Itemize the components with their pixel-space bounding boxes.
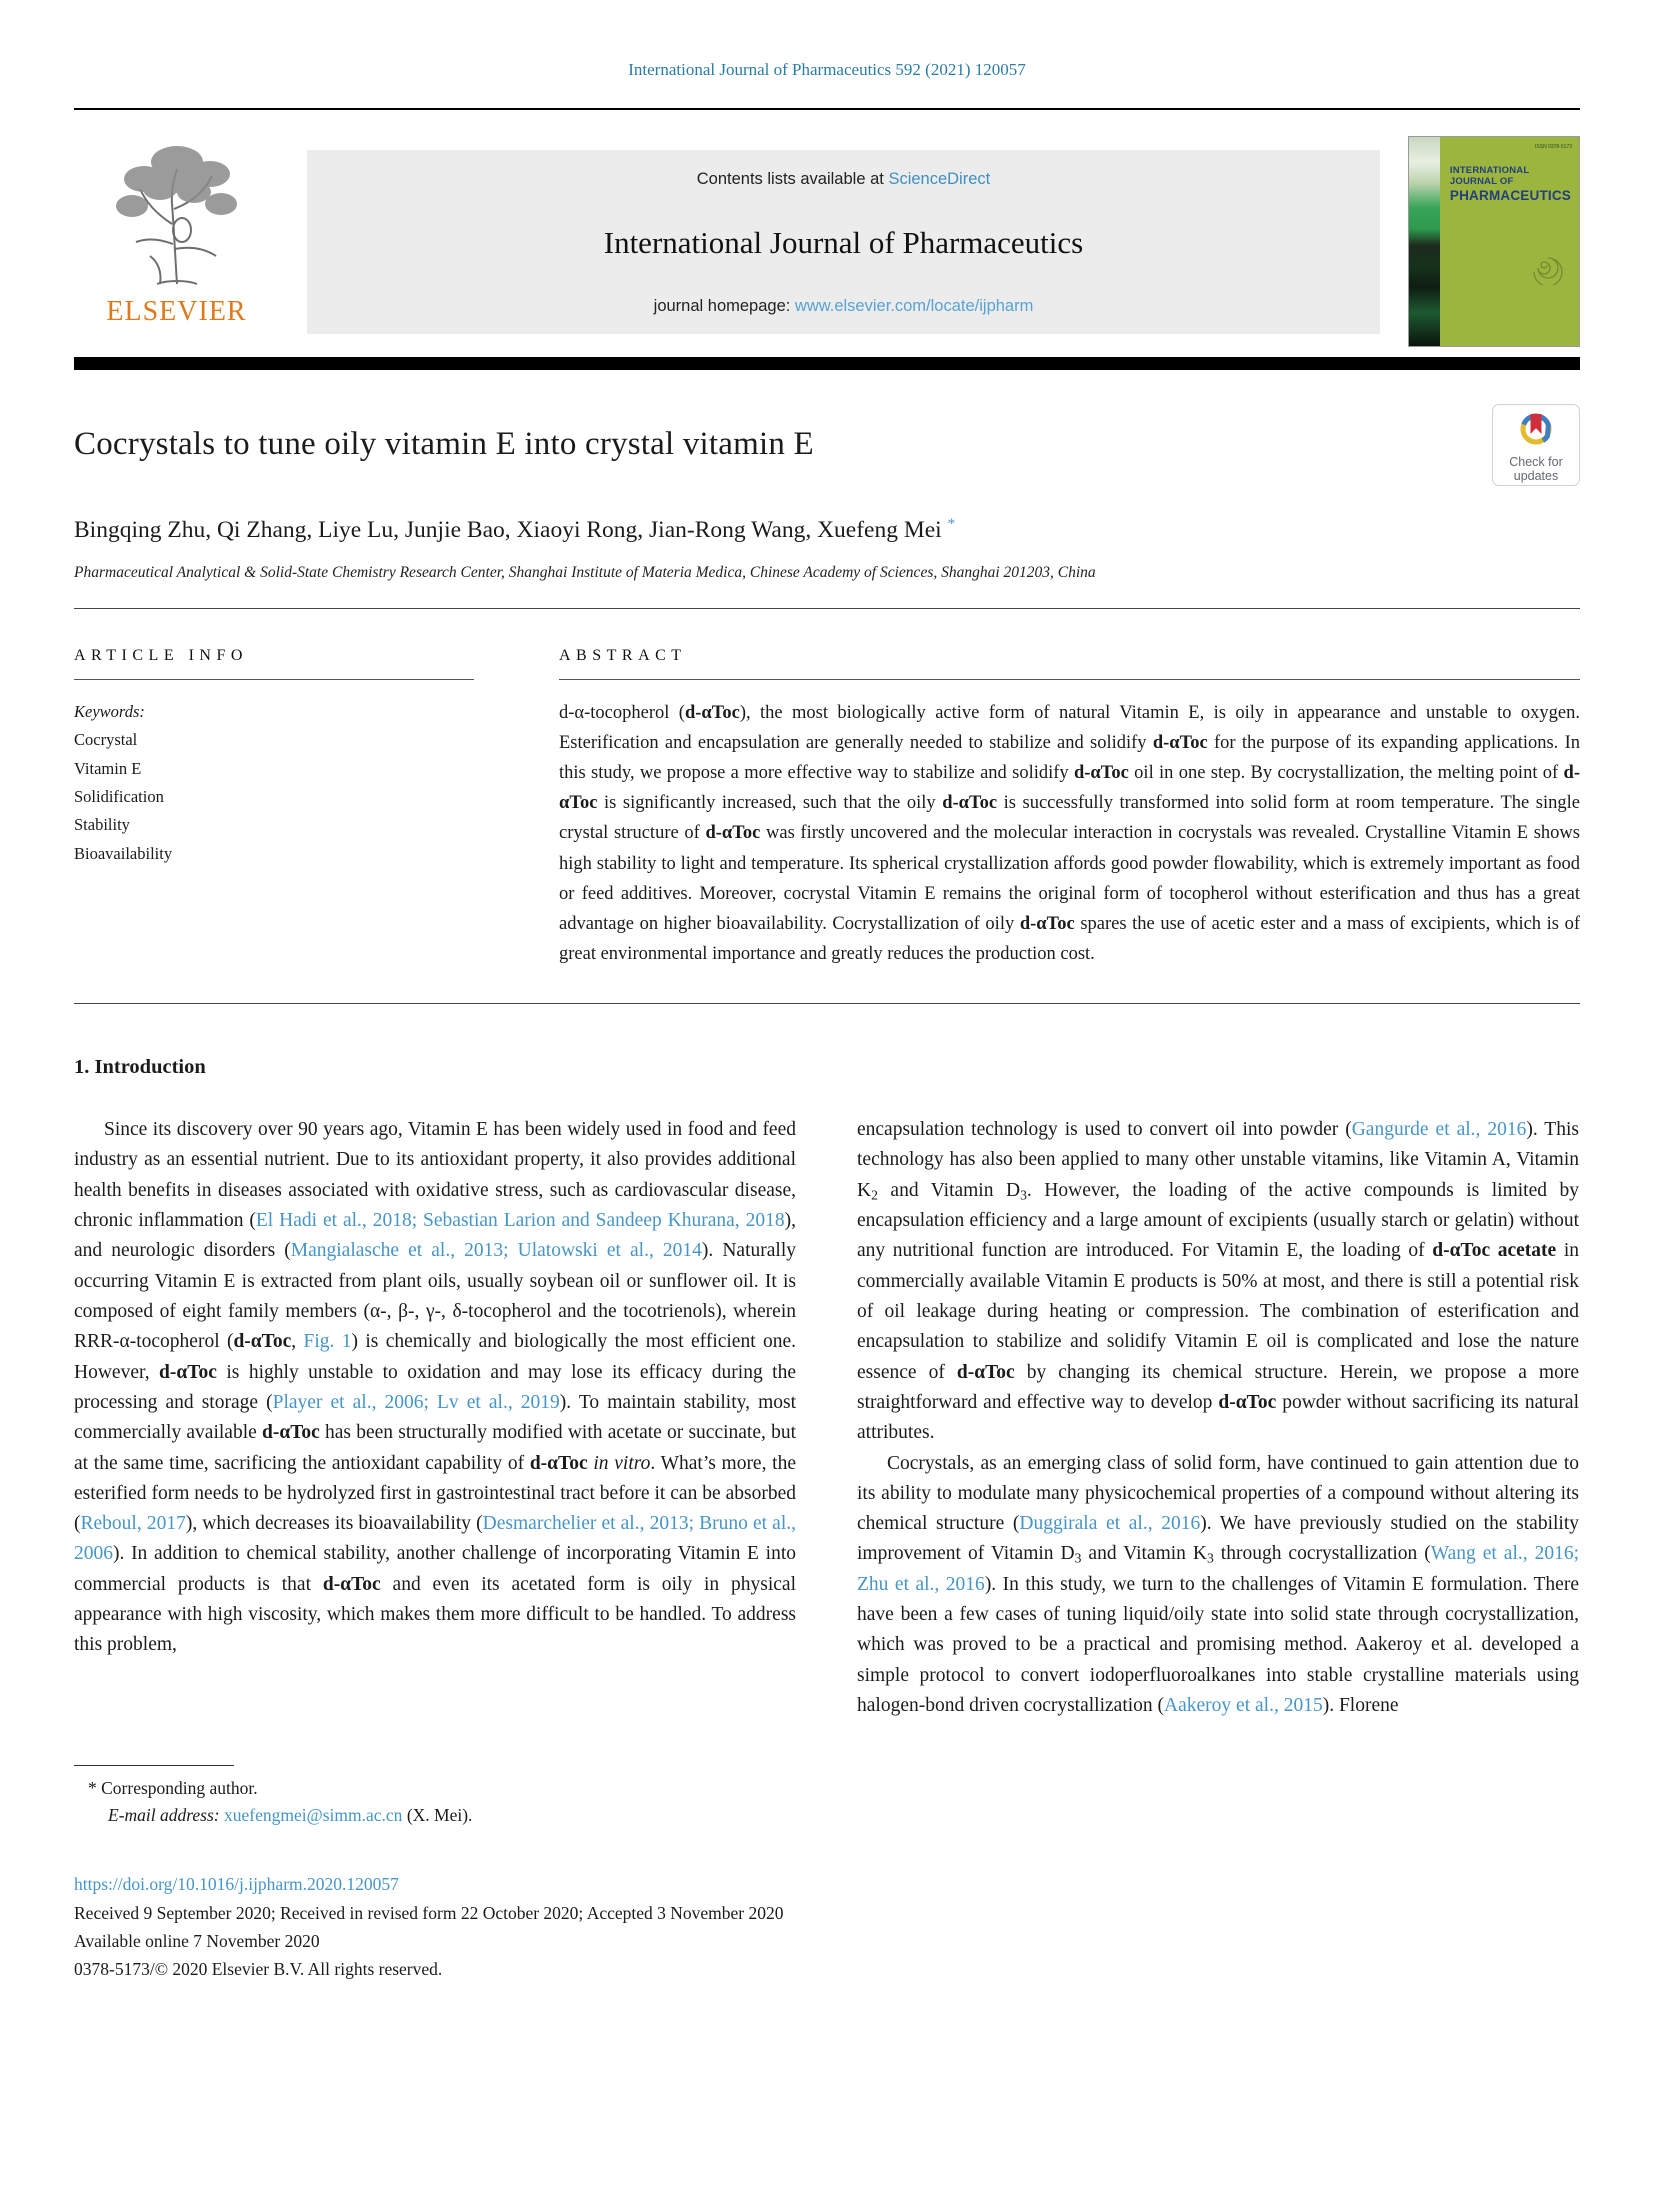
keyword-item: Solidification (74, 786, 164, 806)
corresponding-author-text: Corresponding author. (101, 1778, 258, 1799)
sciencedirect-link[interactable]: ScienceDirect (888, 170, 991, 188)
divider-below-abstract (74, 1003, 1580, 1004)
elsevier-tree-icon (74, 134, 279, 294)
cover-title-line2: PHARMACEUTICS (1449, 188, 1571, 203)
elsevier-wordmark: ELSEVIER (106, 296, 247, 327)
text-segment: encapsulation technology is used to convert oil into powder ( (857, 1119, 1352, 1141)
text-segment: was firstly uncovered and the molecular interaction in cocrystals was revealed. Crystalline Vitamin E shows high stability to light and temperature. Its spherical crystallization affords good powder flowability, which is extremely important as food or feed additives. Moreover, cocrystal Vitamin E remains the original form of tocopherol without esterification and thus has a great advantage on higher bioavailability. Cocrystallization of oily (559, 823, 1580, 934)
check-updates-icon (1515, 436, 1557, 453)
doi-link[interactable]: https://doi.org/10.1016/j.ijpharm.2020.120057 (74, 1874, 399, 1895)
keyword-item: Stability (74, 815, 130, 835)
text-segment: d-αToc (233, 1331, 292, 1353)
text-segment: . However, the loading of the active compounds is limited by encapsulation efficiency and a large amount of excipients (usually starch or gelatin) without any nutritional function are introduced. For Vitamin E, the loading of (857, 1179, 1580, 1262)
intro-paragraph-2 (857, 1449, 1579, 1722)
intro-paragraph-1 (74, 1115, 796, 1661)
text-segment: and even its acetated form is oily in physical appearance with high viscosity, which makes them more difficult to be handled. To address this problem, (74, 1573, 796, 1656)
text-segment: ), the most biologically active form of natural Vitamin E, is oily in appearance and unstable to oxygen. Esterification and encapsulation are generally needed to stabilize and solidify (559, 702, 1580, 753)
text-segment: d-αToc (559, 763, 1580, 814)
citation-link[interactable]: Mangialasche et al., 2013; Ulatowski et al., 2014 (290, 1240, 702, 1262)
check-updates-label: Check for updates (1509, 455, 1563, 484)
text-segment: d-αToc (322, 1573, 381, 1595)
cover-photo-strip (1409, 137, 1440, 346)
abstract-rule (559, 679, 1580, 680)
text-segment: d-αToc (1073, 763, 1129, 784)
citation-link[interactable]: Gangurde et al., 2016 (1351, 1119, 1527, 1141)
email-label: E-mail address: (108, 1805, 220, 1826)
article-title: Cocrystals to tune oily vitamin E into crystal vitamin E (74, 426, 814, 462)
text-segment: ). This technology has also been applied to many other unstable vitamins, like Vitamin A, Vitamin K (857, 1119, 1579, 1201)
cover-title-line1: INTERNATIONAL JOURNAL OF (1449, 165, 1530, 187)
text-segment: , (291, 1331, 304, 1353)
text-segment: ) is chemically and biologically the most efficient one. However, (74, 1331, 797, 1383)
cover-spiral-icon (1525, 245, 1565, 290)
text-segment: for the purpose of its expanding applications. In this study, we propose a more effective way to stabilize and solidify (559, 732, 1580, 784)
journal-homepage-link[interactable]: www.elsevier.com/locate/ijpharm (794, 297, 1034, 315)
text-segment: ). To maintain stability, most commercially available (74, 1391, 797, 1444)
text-segment: and Vitamin D (877, 1179, 1021, 1201)
email-link[interactable]: xuefengmei@simm.ac.cn (224, 1805, 403, 1826)
introduction-heading: 1. Introduction (74, 1056, 206, 1079)
article-info-heading: ARTICLE INFO (74, 646, 248, 664)
text-segment: d-α-tocopherol ( (559, 702, 685, 723)
abstract-heading: ABSTRACT (559, 646, 687, 664)
body-column-left (74, 1115, 796, 1721)
homepage-prefix: journal homepage: (653, 297, 795, 315)
text-segment: in vitro (593, 1452, 651, 1474)
copyright-line: 0378-5173/© 2020 Elsevier B.V. All rights reserved. (74, 1959, 443, 1980)
abstract-text (559, 698, 1580, 969)
contents-prefix: Contents lists available at (696, 170, 889, 188)
citation-link[interactable]: Reboul, 2017 (80, 1513, 186, 1535)
text-segment: 3 (1020, 1187, 1027, 1203)
footnote-marker: * (88, 1778, 97, 1799)
text-segment: ). In addition to chemical stability, another challenge of incorporating Vitamin E into commercial products is that (74, 1543, 796, 1595)
check-for-updates-badge[interactable] (1492, 404, 1580, 486)
text-segment: d-αToc (956, 1361, 1015, 1383)
text-segment: d-αToc acetate (1432, 1240, 1557, 1262)
text-segment: oil in one step. By cocrystallization, the melting point of (1128, 763, 1564, 784)
text-segment: and Vitamin K (1081, 1543, 1207, 1565)
authors-line (74, 516, 1580, 544)
citation-link[interactable]: Fig. 1 (303, 1331, 352, 1353)
text-segment: has been structurally modified with acetate or succinate, but at the same time, sacrificing the antioxidant capability of (74, 1422, 797, 1474)
footnote-rule (74, 1765, 234, 1766)
text-segment: d-αToc (261, 1422, 320, 1444)
keyword-item: Bioavailability (74, 843, 173, 863)
keywords-label: Keywords: (74, 701, 145, 721)
text-segment: ). We have previously studied on the stability improvement of Vitamin D (857, 1513, 1579, 1565)
text-segment: . What’s more, the esterified form needs to be hydrolyzed first in gastrointestinal tract before it can be absorbed ( (74, 1452, 796, 1535)
citation-link[interactable]: Wang et al., 2016; Zhu et al., 2016 (857, 1543, 1579, 1595)
keyword-item: Vitamin E (74, 758, 142, 778)
text-segment: is highly unstable to oxidation and may lose its efficacy during the processing and storage ( (74, 1361, 797, 1413)
elsevier-logo (74, 124, 279, 328)
citation-link[interactable]: Desmarchelier et al., 2013; Bruno et al., 2006 (74, 1513, 796, 1565)
text-segment: through cocrystallization ( (1213, 1543, 1431, 1565)
text-segment: 2 (871, 1187, 878, 1203)
text-segment: spares the use of acetic ester and a mass of excipients, which is of great environmental importance and greatly reduces the production cost. (559, 913, 1581, 964)
text-segment: ). Naturally occurring Vitamin E is extracted from plant oils, usually soybean oil or sunflower oil. It is composed of eight family members (α-, β-, γ-, δ-tocopherol and the tocotrienols), wherein RRR-α-tocopherol ( (74, 1240, 796, 1353)
body-columns (74, 1115, 1580, 1721)
author-names: Bingqing Zhu, Qi Zhang, Liye Lu, Junjie Bao, Xiaoyi Rong, Jian-Rong Wang, Xuefeng Mei (74, 516, 942, 543)
email-suffix: (X. Mei). (402, 1805, 473, 1826)
masthead (74, 124, 1580, 347)
article-info-rule (74, 679, 474, 680)
citation-link[interactable]: Aakeroy et al., 2015 (1164, 1695, 1323, 1717)
corresponding-author-note (74, 1778, 1580, 1799)
keywords-block (74, 698, 474, 868)
text-segment: d-αToc (159, 1361, 217, 1383)
intro-paragraph-1-continued (857, 1115, 1579, 1448)
citation-link[interactable]: Player et al., 2006; Lv et al., 2019 (272, 1391, 560, 1413)
text-segment: d-αToc (705, 823, 761, 844)
homepage-line (317, 297, 1370, 316)
text-segment: d-αToc (529, 1452, 588, 1474)
text-segment: d-αToc (942, 793, 998, 814)
text-segment: Cocrystals, as an emerging class of solid form, have continued to gain attention due to its ability to modulate many physicochemical properties of a compound without altering its chemical structure ( (857, 1452, 1579, 1535)
available-online: Available online 7 November 2020 (74, 1931, 320, 1952)
masthead-black-bar (74, 357, 1580, 370)
body-column-right (857, 1115, 1579, 1721)
text-segment: powder without sacrificing its natural attributes. (857, 1391, 1579, 1444)
contents-line (317, 170, 1370, 189)
journal-header-box (307, 150, 1380, 334)
cover-issn-text: ISSN 0378-5173 (1535, 144, 1572, 150)
affiliation: Pharmaceutical Analytical & Solid-State Chemistry Research Center, Shanghai Institute of Materia Medica, Chinese Academy of Sciences, Shanghai 201203, China (74, 563, 1096, 581)
journal-title: International Journal of Pharmaceutics (603, 225, 1084, 260)
citation-link[interactable]: El Hadi et al., 2018; Sebastian Larion and Sandeep Khurana, 2018 (255, 1210, 785, 1232)
email-line (74, 1805, 1580, 1826)
abstract-column (559, 647, 1580, 969)
text-segment: is significantly increased, such that the oily (597, 793, 943, 814)
received-dates: Received 9 September 2020; Received in revised form 22 October 2020; Accepted 3 November 2020 (74, 1902, 784, 1923)
top-divider (74, 108, 1580, 110)
text-segment: 3 (1206, 1550, 1214, 1566)
footer-block (74, 1870, 1580, 1983)
divider-above-abstract (74, 608, 1580, 609)
text-segment: d-αToc (1019, 913, 1075, 934)
text-segment: in commercially available Vitamin E products is 50% at most, and there is still a potential risk of oil leakage during heating or compression. The combination of esterification and encapsulation to stabilize and solidify Vitamin E oil is complicated and lose the nature essence of (857, 1240, 1580, 1383)
corresponding-author-marker[interactable]: * (947, 516, 956, 532)
text-segment: d-αToc (1218, 1391, 1277, 1413)
text-segment: Since its discovery over 90 years ago, Vitamin E has been widely used in food and feed industry as an essential nutrient. Due to its antioxidant property, it also provides additional health benefits in diseases associated with oxidative stress, such as cardiovascular disease, chronic inflammation ( (74, 1119, 796, 1232)
article-info-column (74, 647, 474, 969)
text-segment: ), and neurologic disorders ( (74, 1210, 796, 1262)
journal-citation: International Journal of Pharmaceutics 592 (2021) 120057 (628, 60, 1026, 79)
cover-main (1440, 137, 1579, 346)
citation-link[interactable]: Duggirala et al., 2016 (1019, 1513, 1201, 1535)
journal-cover-thumbnail (1408, 136, 1580, 347)
title-row (74, 404, 1580, 486)
text-segment: ). In this study, we turn to the challenges of Vitamin E formulation. There have been a few cases of tuning liquid/oily state into solid state through cocrystallization, which was proved to be a practical and promising method. Aakeroy et al. developed a simple protocol to convert iodoperfluoroalkanes into stable crystalline materials using halogen-bond driven cocrystallization ( (857, 1573, 1579, 1717)
text-segment: ). Florene (1322, 1695, 1399, 1717)
text-segment: d-αToc (684, 702, 740, 723)
keyword-item: Cocrystal (74, 730, 138, 750)
text-segment: ), which decreases its bioavailability ( (185, 1513, 483, 1535)
text-segment: d-αToc (1152, 732, 1208, 753)
text-segment: by changing its chemical structure. Herein, we propose a more straightforward and effective way to develop (857, 1361, 1579, 1413)
info-abstract-section (74, 647, 1580, 969)
text-segment: 3 (1074, 1550, 1082, 1566)
text-segment: is successfully transformed into solid form at room temperature. The single crystal structure of (559, 793, 1580, 844)
footnote-block (74, 1765, 1580, 1826)
